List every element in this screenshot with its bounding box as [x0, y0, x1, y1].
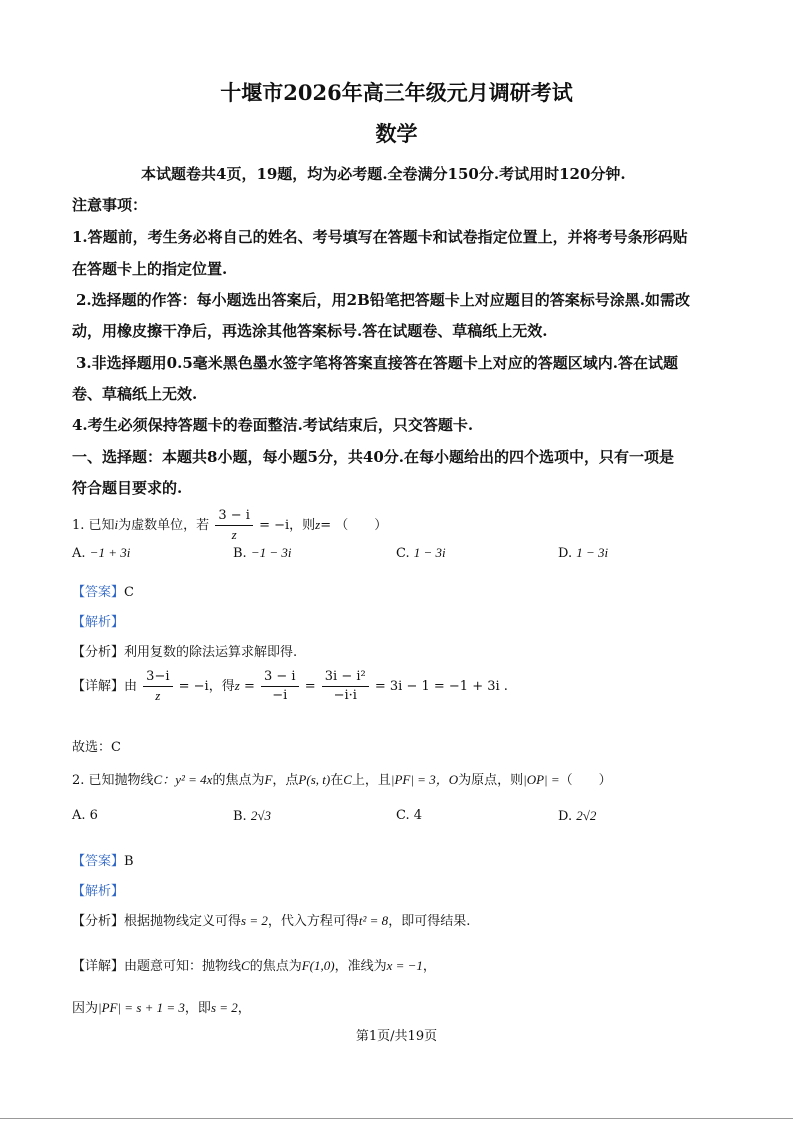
q2-option-b — [233, 808, 271, 824]
q2-fenxi-t: t² = 8 — [358, 913, 389, 928]
page-bottom-divider — [0, 1118, 793, 1119]
q2-detail-label: 【详解】 — [72, 959, 125, 974]
q2-fenxi-a: 根据抛物线定义可得 — [124, 914, 242, 929]
q2-curve-c-2: C — [343, 772, 352, 787]
question-2-stem — [72, 769, 612, 788]
q2-because-s: s = 2 — [210, 1000, 238, 1015]
q2-option-c: C. 4 — [396, 808, 423, 823]
q2-stem-on: 在 — [330, 773, 344, 788]
q2-pf-condition: |PF| = 3 — [390, 772, 436, 787]
q2-answer — [72, 850, 134, 869]
q2-detail-b: 的焦点为 — [249, 959, 302, 974]
q1-option-a-value: −1 + 3i — [89, 545, 131, 560]
q1-detail-frac3-den: −i·i — [333, 688, 357, 703]
page-footer: 第1页/共19页 — [355, 1029, 438, 1044]
section-heading: 一、选择题：本题共8小题，每小题5分，共40分.在每小题给出的四个选项中，只有一项是 — [72, 448, 674, 466]
q2-stem-b: 的焦点为 — [212, 773, 265, 788]
q2-fenxi-s: s = 2 — [241, 913, 268, 928]
question-1-stem — [72, 507, 387, 544]
q2-option-a: A. 6 — [72, 808, 98, 823]
q1-detail-frac3-num: 3i − i² — [322, 668, 369, 687]
q2-paren: （ ） — [559, 773, 612, 788]
q2-option-d-letter: D. — [558, 809, 573, 824]
q1-option-b-value: −1 − 3i — [250, 545, 292, 560]
q2-answer-label: 【答案】 — [72, 854, 125, 869]
q2-because-b: ，即 — [184, 1001, 211, 1016]
q1-detail-frac1 — [143, 668, 172, 705]
q2-because — [72, 997, 251, 1016]
q1-option-b-letter: B. — [233, 546, 247, 561]
q2-option-d — [558, 808, 596, 824]
q1-eq-rhs: = −i — [259, 518, 290, 533]
q1-fraction-den: z — [231, 527, 237, 542]
notice-heading: 注意事项： — [72, 196, 148, 214]
q2-detail-e: ， — [422, 959, 436, 974]
q1-answer-label: 【答案】 — [72, 585, 125, 600]
notice-item-1: 1.答题前，考生务必将自己的姓名、考号填写在答题卡和试卷指定位置上，并将考号条形码贴 — [72, 228, 688, 246]
q1-detail-eq3: = — [304, 679, 316, 694]
q2-stem-a: 2. 已知抛物线 — [72, 773, 154, 788]
q2-detail-directrix: x = −1 — [386, 958, 423, 973]
q2-fenxi-label: 【分析】 — [72, 914, 125, 929]
q1-detail-frac2-num: 3 − i — [261, 668, 299, 687]
q1-fraction-num: 3 − i — [215, 507, 253, 526]
q1-option-a — [72, 545, 130, 561]
notice-item-3: 3.非选择题用0.5毫米黑色墨水签字笔将答案直接答在答题卡上对应的答题区域内.答在试题 — [76, 354, 678, 372]
q1-conclusion: 故选：C — [72, 740, 121, 755]
q2-because-a: 因为 — [72, 1001, 99, 1016]
q1-detail-eq1: = −i — [178, 679, 209, 694]
q2-option-b-value: 2√3 — [250, 808, 271, 823]
q1-detail — [72, 668, 508, 705]
q2-detail-focus: F(1,0) — [301, 958, 335, 973]
q2-stem-up: 上，且 — [351, 773, 391, 788]
notice-item-3-cont: 卷、草稿纸上无效. — [72, 385, 198, 403]
q1-detail-frac2-den: −i — [272, 688, 288, 703]
q2-detail-d: ，准线为 — [334, 959, 387, 974]
q2-origin-o: ，O — [435, 772, 459, 787]
q1-stem-d: = （ ） — [320, 518, 388, 533]
q1-analysis-label: 【解析】 — [72, 615, 125, 630]
q2-curve-c: C — [153, 772, 163, 787]
q1-option-c-value: 1 − 3i — [413, 545, 446, 560]
q1-answer — [72, 581, 134, 600]
q1-answer-value: C — [124, 585, 134, 600]
q2-detail-a: 由题意可知：抛物线 — [124, 959, 242, 974]
q1-stem-b: 为虚数单位，若 — [118, 518, 210, 533]
q1-option-b — [233, 545, 292, 561]
section-heading-cont: 符合题目要求的. — [72, 479, 183, 497]
q2-analysis-label: 【解析】 — [72, 884, 125, 899]
q1-option-c — [396, 545, 446, 561]
q1-detail-frac1-den: z — [155, 688, 161, 703]
q1-fenxi-text: 利用复数的除法运算求解即得. — [124, 645, 298, 660]
q1-detail-tail: = 3i − 1 = −1 + 3i . — [374, 679, 508, 694]
q1-fenxi — [72, 641, 297, 660]
q1-option-d — [558, 545, 608, 561]
q1-detail-frac3 — [322, 668, 369, 705]
q1-stem-c: ，则 — [289, 518, 316, 533]
q1-z: z — [315, 517, 321, 532]
subject-title: 数学 — [375, 121, 418, 146]
q1-detail-a: 由 — [124, 679, 138, 694]
q2-fenxi-c: ，即可得结果. — [388, 914, 471, 929]
q1-detail-frac2 — [261, 668, 299, 705]
q2-detail-c: C — [241, 958, 250, 973]
q1-option-a-letter: A. — [72, 546, 86, 561]
q2-focus-f: F — [264, 772, 273, 787]
q2-stem-origin: 为原点，则 — [458, 773, 524, 788]
q2-option-d-value: 2√2 — [576, 808, 597, 823]
q2-equation: ：y² = 4x — [162, 772, 213, 787]
q1-option-c-letter: C. — [396, 546, 410, 561]
notice-item-2-cont: 动，用橡皮擦干净后，再选涂其他答案标号.答在试题卷、草稿纸上无效. — [72, 322, 548, 340]
q1-imag-unit: i — [114, 517, 119, 532]
exam-title: 十堰市2026年高三年级元月调研考试 — [220, 80, 573, 105]
exam-intro: 本试题卷共4页，19题，均为必考题.全卷满分150分.考试用时120分钟. — [141, 165, 626, 183]
q2-fenxi — [72, 910, 470, 929]
q1-detail-mid: ，得 — [208, 679, 235, 694]
q1-option-d-letter: D. — [558, 546, 573, 561]
q2-because-c: ， — [237, 1001, 251, 1016]
q1-detail-eq2: = — [243, 679, 255, 694]
q2-option-b-letter: B. — [233, 809, 247, 824]
notice-item-4: 4.考生必须保持答题卡的卷面整洁.考试结束后，只交答题卡. — [72, 416, 474, 434]
q2-op: |OP| = — [523, 772, 560, 787]
q1-fraction — [215, 507, 253, 544]
q1-option-d-value: 1 − 3i — [576, 545, 609, 560]
q1-detail-z: z — [234, 678, 240, 693]
q2-fenxi-b: ，代入方程可得 — [267, 914, 359, 929]
q2-stem-p: ，点 — [272, 773, 299, 788]
q1-stem-a: 1. 已知 — [72, 518, 115, 533]
q2-point-p: P(s, t) — [298, 772, 331, 787]
notice-item-2: 2.选择题的作答：每小题选出答案后，用2B铅笔把答题卡上对应题目的答案标号涂黑.如需改 — [76, 291, 691, 309]
q2-detail — [72, 955, 436, 974]
notice-item-1-cont: 在答题卡上的指定位置. — [72, 260, 228, 278]
q1-detail-label: 【详解】 — [72, 679, 125, 694]
q1-fenxi-label: 【分析】 — [72, 645, 125, 660]
q1-detail-frac1-num: 3−i — [143, 668, 172, 687]
q2-answer-value: B — [124, 854, 134, 869]
q2-because-eq: |PF| = s + 1 = 3 — [98, 1000, 185, 1015]
